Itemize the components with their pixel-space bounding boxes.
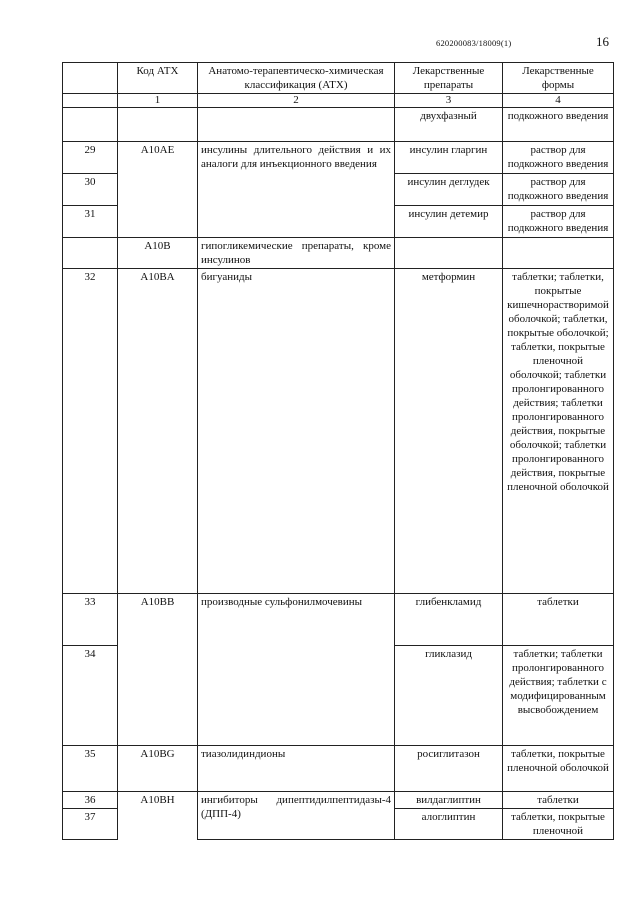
drug-name: двухфазный <box>395 108 503 142</box>
header-number <box>63 63 118 94</box>
table-row <box>63 238 614 269</box>
row-number: 30 <box>63 174 118 206</box>
table-row <box>63 792 614 809</box>
column-number: 2 <box>198 94 395 108</box>
row-number: 31 <box>63 206 118 238</box>
row-number: 32 <box>63 269 118 594</box>
dosage-form: подкожного введения <box>503 108 614 142</box>
table-row <box>63 108 614 142</box>
header-drugs: Лекарственные препараты <box>395 63 503 94</box>
drug-name: гликлазид <box>395 646 503 746</box>
document-number: 620200083/18009(1) <box>436 38 512 48</box>
column-number: 1 <box>118 94 198 108</box>
table-row <box>63 269 614 594</box>
dosage-form: таблетки, покрытые пленочной <box>503 809 614 840</box>
drug-table <box>62 62 614 840</box>
drug-name: глибенкламид <box>395 594 503 646</box>
row-number: 29 <box>63 142 118 174</box>
row-number: 35 <box>63 746 118 792</box>
atc-classification: тиазолидиндионы <box>198 746 395 792</box>
column-number: 3 <box>395 94 503 108</box>
drug-name: метформин <box>395 269 503 594</box>
page-number: 16 <box>596 34 609 49</box>
drug-name: вилдаглиптин <box>395 792 503 809</box>
table-row <box>63 142 614 174</box>
atc-code: A10BG <box>118 746 198 792</box>
atc-classification: инсулины длительного действия и их аналоги для инъекционного введения <box>198 142 395 238</box>
atc-code: A10BH <box>118 792 198 840</box>
drug-name: инсулин деглудек <box>395 174 503 206</box>
drug-name: инсулин гларгин <box>395 142 503 174</box>
atc-code: A10BA <box>118 269 198 594</box>
dosage-form: раствор для подкожного введения <box>503 206 614 238</box>
drug-name: инсулин детемир <box>395 206 503 238</box>
atc-classification: ингибиторы дипептидилпептидазы-4 (ДПП-4) <box>198 792 395 840</box>
drug-name: алоглиптин <box>395 809 503 840</box>
table-row <box>63 594 614 646</box>
row-number: 37 <box>63 809 118 840</box>
dosage-form: таблетки; таблетки пролонгированного действия; таблетки с модифицированным высвобождением <box>503 646 614 746</box>
row-number: 33 <box>63 594 118 646</box>
column-number: 4 <box>503 94 614 108</box>
row-number: 34 <box>63 646 118 746</box>
atc-code: A10BB <box>118 594 198 746</box>
dosage-form: раствор для подкожного введения <box>503 142 614 174</box>
atc-classification: бигуаниды <box>198 269 395 594</box>
row-number: 36 <box>63 792 118 809</box>
atc-code: A10AE <box>118 142 198 238</box>
dosage-form: таблетки <box>503 792 614 809</box>
header-atc-classification: Анатомо-терапевтическо-химическая классификация (АТХ) <box>198 63 395 94</box>
header-dosage-forms: Лекарственные формы <box>503 63 614 94</box>
header-atc-code: Код АТХ <box>118 63 198 94</box>
atc-code: A10B <box>118 238 198 269</box>
atc-classification: производные сульфонилмочевины <box>198 594 395 746</box>
dosage-form: таблетки, покрытые пленочной оболочкой <box>503 746 614 792</box>
drug-name: росиглитазон <box>395 746 503 792</box>
dosage-form: таблетки <box>503 594 614 646</box>
atc-classification: гипогликемические препараты, кроме инсулинов <box>198 238 395 269</box>
table-row <box>63 746 614 792</box>
column-number-row <box>63 94 614 108</box>
table-header-row <box>63 63 614 94</box>
dosage-form: раствор для подкожного введения <box>503 174 614 206</box>
dosage-form: таблетки; таблетки, покрытые кишечнорастворимой оболочкой; таблетки, покрытые оболочкой; таблетки, покрытые пленочной оболочкой; таблетки пролонгированного действия; таблетки пролонгированного действия, покрытые оболочкой; таблетки пролонгированного действия, покрытые пленочной оболочкой <box>503 269 614 594</box>
